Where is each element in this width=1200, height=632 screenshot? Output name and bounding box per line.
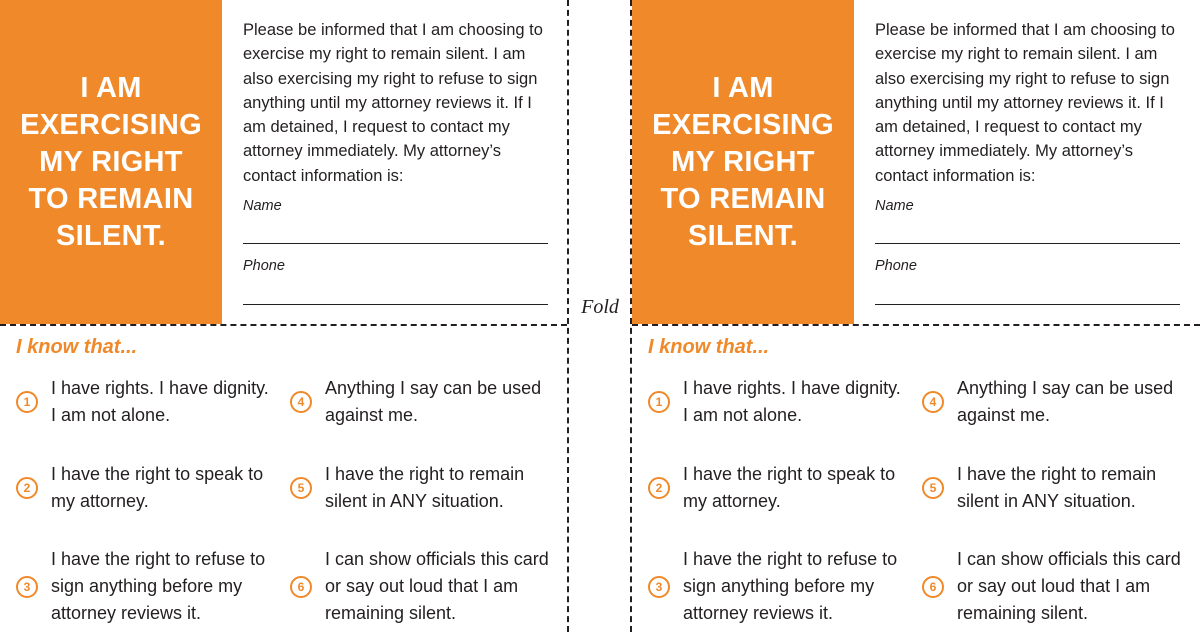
number-badge: 2 (648, 477, 670, 499)
number-badge: 1 (16, 391, 38, 413)
rights-item-text: I have rights. I have dignity. I am not alone. (683, 378, 901, 425)
rights-item (922, 461, 1190, 515)
rights-item (922, 375, 1190, 429)
rights-item (648, 375, 908, 429)
rights-item-text: Anything I say can be used against me. (957, 378, 1174, 425)
know-heading: I know that... (648, 336, 770, 358)
name-field[interactable] (875, 243, 1180, 244)
headline-line: MY RIGHT (671, 145, 815, 178)
rights-card-right (632, 0, 1200, 632)
fold-label: Fold (578, 296, 622, 319)
headline-line: SILENT. (55, 219, 167, 252)
number-badge: 4 (290, 391, 312, 413)
rights-item (648, 546, 910, 627)
number-badge: 5 (290, 477, 312, 499)
headline-line: TO REMAIN (28, 182, 194, 215)
rights-item (16, 546, 278, 627)
rights-item-text: I can show officials this card or say out loud that I am remaining silent. (325, 549, 549, 623)
rights-item-text: I can show officials this card or say out loud that I am remaining silent. (957, 549, 1181, 623)
headline-line: TO REMAIN (660, 182, 826, 215)
rights-item (648, 461, 908, 515)
headline-panel (0, 0, 222, 324)
rights-item (290, 375, 558, 429)
rights-item (290, 461, 558, 515)
number-badge: 1 (648, 391, 670, 413)
number-badge: 6 (290, 576, 312, 598)
name-label: Name (875, 198, 914, 214)
name-field[interactable] (243, 243, 548, 244)
rights-item-text: I have rights. I have dignity. I am not alone. (51, 378, 269, 425)
rights-item-text: Anything I say can be used against me. (325, 378, 542, 425)
number-badge: 4 (922, 391, 944, 413)
headline-panel (632, 0, 854, 324)
rights-item-text: I have the right to remain silent in ANY situation. (957, 464, 1157, 511)
number-badge: 6 (922, 576, 944, 598)
phone-field[interactable] (243, 304, 548, 305)
headline-line: I AM (712, 71, 774, 104)
number-badge: 3 (16, 576, 38, 598)
headline-line: EXERCISING (652, 108, 834, 141)
rights-card-left (0, 0, 568, 632)
headline-line: MY RIGHT (39, 145, 183, 178)
headline (12, 70, 210, 255)
number-badge: 3 (648, 576, 670, 598)
headline-line: EXERCISING (20, 108, 202, 141)
rights-item-text: I have the right to speak to my attorney. (683, 464, 896, 511)
rights-item-text: I have the right to remain silent in ANY situation. (325, 464, 525, 511)
rights-item (16, 375, 276, 429)
rights-item-text: I have the right to refuse to sign anything before my attorney reviews it. (51, 549, 266, 623)
name-label: Name (243, 198, 282, 214)
silence-statement: Please be informed that I am choosing to exercise my right to remain silent. I am also exercising my right to refuse to sign anything until my attorney reviews it. If I am detained, I request to contact my attorney immediately. My attorney’s contact information is: (243, 21, 543, 185)
rights-item-text: I have the right to speak to my attorney. (51, 464, 264, 511)
rights-item (16, 461, 276, 515)
phone-label: Phone (875, 258, 917, 274)
phone-label: Phone (243, 258, 285, 274)
headline-line: SILENT. (687, 219, 799, 252)
know-heading: I know that... (16, 336, 138, 358)
rights-item (922, 546, 1190, 627)
number-badge: 5 (922, 477, 944, 499)
phone-field[interactable] (875, 304, 1180, 305)
silence-statement: Please be informed that I am choosing to exercise my right to remain silent. I am also exercising my right to refuse to sign anything until my attorney reviews it. If I am detained, I request to contact my attorney immediately. My attorney’s contact information is: (875, 21, 1175, 185)
headline (644, 70, 842, 255)
rights-item-text: I have the right to refuse to sign anything before my attorney reviews it. (683, 549, 898, 623)
rights-item (290, 546, 558, 627)
headline-line: I AM (80, 71, 142, 104)
number-badge: 2 (16, 477, 38, 499)
